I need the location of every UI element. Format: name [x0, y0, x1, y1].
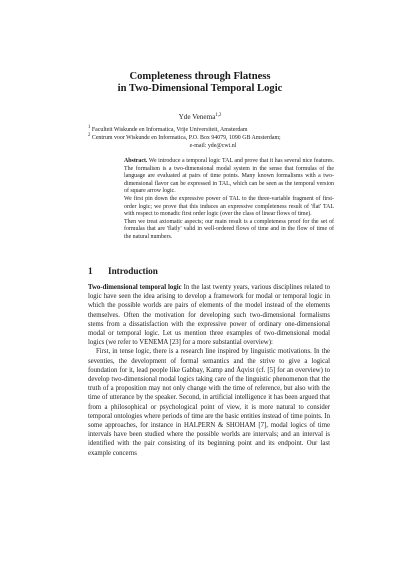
author-email: e-mail: yde@cwi.nl [189, 143, 237, 149]
affiliation-text: Faculteit Wiskunde en Informatica, Vrije Universiteit, Amsterdam [91, 127, 248, 133]
affiliation-text: Centrum voor Wiskunde en Informatica, P.O. Box 94079, 1090 GB Amsterdam; [91, 135, 281, 141]
abstract-text-1: We introduce a temporal logic TAL and prove that it has several nice features. The formalism is a two-dimensional modal system in the sense that formulas of the language are evaluated at pairs of time points. Many known formalisms with a two-dimensional flavor can be expressed in TAL, which can be seen as the temporal version of square arrow logic. [124, 158, 334, 195]
affiliation-2 [88, 132, 328, 150]
abstract-paragraph-2: We first pin down the expressive power of TAL to the three-variable fragment of first-order logic; we prove that this induces an expressive completeness result of 'flat' TAL with respect to monadic first order logic (over the class of linear flows of time). [124, 195, 334, 218]
paper-title-line-2: in Two-Dimensional Temporal Logic [117, 83, 283, 94]
author [0, 113, 400, 121]
body-paragraph-1 [88, 283, 330, 347]
abstract-label: Abstract. [124, 158, 148, 164]
body-paragraph-1-text: In the last twenty years, various disciplines related to logic have seen the idea arising to develop a framework for modal or temporal logic in which the possible worlds are pairs of elements of the model instead of the elements themselves. Often the motivation for developing such two-dimensional formalisms stems from a dissatisfaction with the expressive power of ordinary one-dimensional modal or temporal logic. Let us mention three examples of two-dimensional modal logics (we refer to VENEMA [23] for a more substantial overview): [88, 284, 330, 347]
abstract-paragraph-1 [124, 158, 334, 196]
section-number: 1 [88, 266, 93, 276]
author-name: Yde Venema [178, 113, 216, 121]
affiliation-mark: 1 [88, 125, 91, 130]
body-text [88, 283, 330, 458]
paper-title-line-1: Completeness through Flatness [129, 71, 271, 82]
paragraph-lead: Two-dimensional temporal logic [88, 284, 182, 291]
author-marks: 1,2 [215, 113, 222, 118]
affiliation-mark: 2 [88, 133, 91, 138]
body-paragraph-2: First, in tense logic, there is a research line inspired by linguistic motivations. In the seventies, the development of formal semantics and the strive to give a logical foundation for it, lead people like Gabbay, Kamp and Åqvist (cf. [5] for an overview) to develop two-dimensional modal logics taking care of the linguistic phenomenon that the truth of a proposition may not only change with the time of reference, but also with the time of utterance by the speaker. Second, in artificial intelligence it has been argued that from a philosophical or psychological point of view, it is more natural to consider temporal ontologies where periods of time are the basic entities instead of time points. In some approaches, for instance in HALPERN & SHOHAM [7], modal logics of time intervals have been studied where the possible worlds are intervals; and an interval is identified with the pair consisting of its beginning point and its endpoint. Our last example concerns [88, 348, 330, 457]
abstract [124, 158, 334, 242]
abstract-paragraph-3: Then we treat axiomatic aspects; our main result is a completeness proof for the set of formulas that are 'flatly' valid in well-ordered flows of time and in the flow of time of the natural numbers. [124, 218, 334, 240]
section-heading [88, 266, 158, 276]
section-title: Introduction [108, 266, 158, 276]
